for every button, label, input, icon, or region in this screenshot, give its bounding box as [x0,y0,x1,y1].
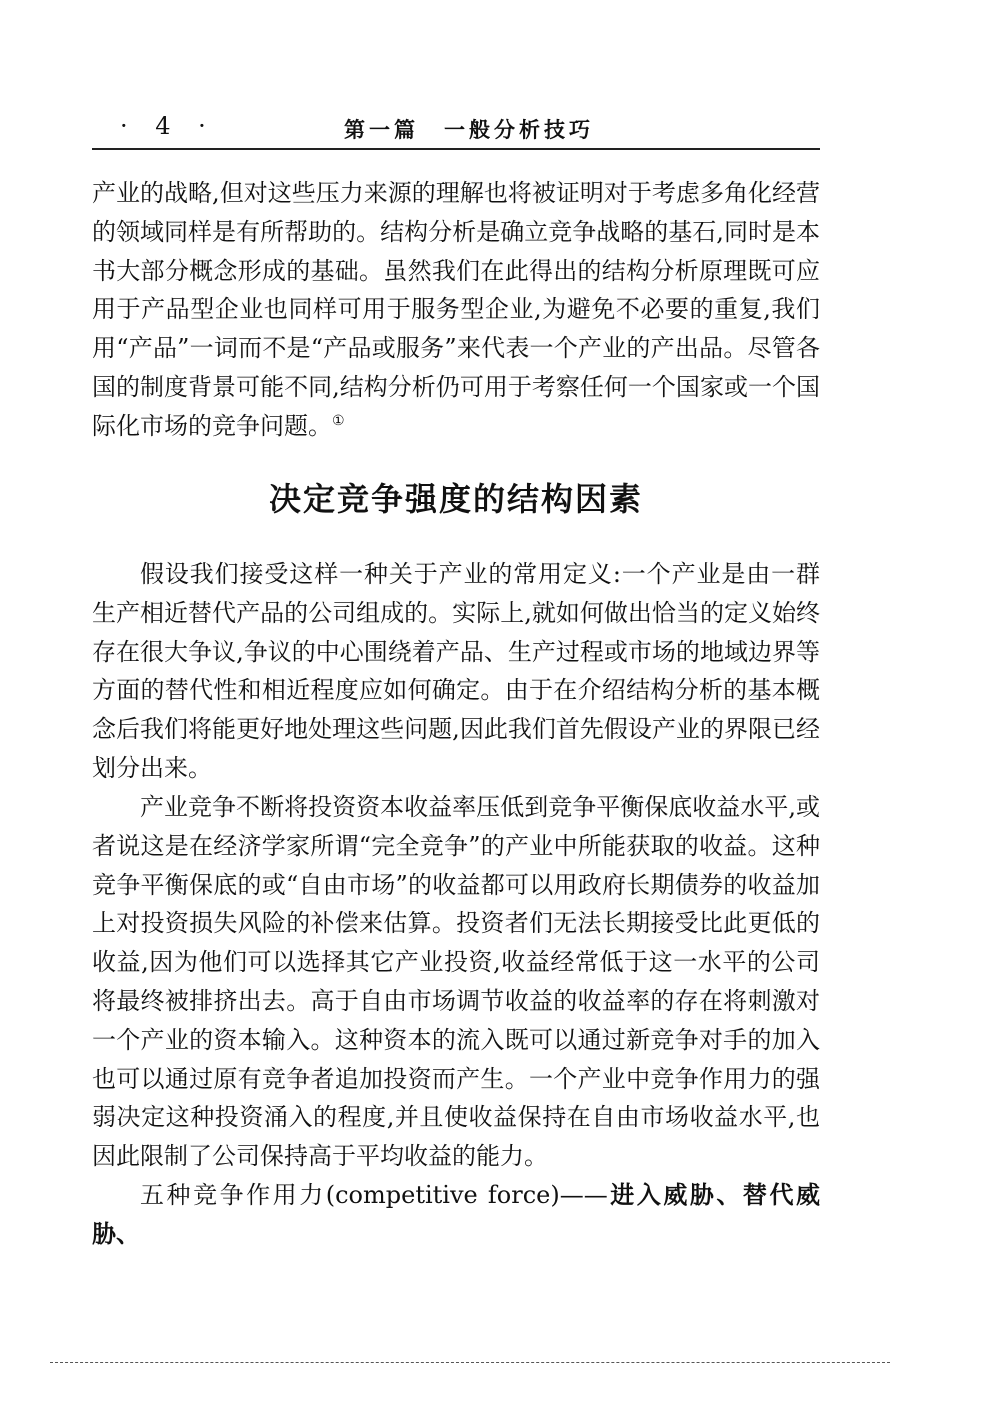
running-title: 第一篇 一般分析技巧 [344,117,594,142]
header-rule [92,148,820,150]
paragraph-continued [92,174,820,446]
paragraph-competitive-returns: 产业竞争不断将投资资本收益率压低到竞争平衡保底收益水平,或者说这是在经济学家所谓“完全竞争”的产业中所能获取的收益。这种竞争平衡保底的或“自由市场”的收益都可以用政府长期债券的收益加上对投资损失风险的补偿来估算。投资者们无法长期接受比此更低的收益,因为他们可以选择其它产业投资,收益经常低于这一水平的公司将最终被排挤出去。高于自由市场调节收益的收益率的存在将刺激对一个产业的资本输入。这种资本的流入既可以通过新竞争对手的加入也可以通过原有竞争者追加投资而产生。一个产业中竞争作用力的强弱决定这种投资涌入的程度,并且使收益保持在自由市场收益水平,也因此限制了公司保持高于平均收益的能力。 [92,793,820,1171]
paragraph-4-lead: 五种竞争作用力(competitive force)—— [140,1181,608,1209]
page-number: · 4 · [120,112,216,140]
page-bottom-rule [50,1362,890,1363]
running-header [92,108,820,148]
paragraph-4-bold-terms: 进入威胁、替代威胁、 [92,1180,821,1248]
paragraph-five-forces [92,1176,820,1254]
footnote-marker: ① [332,412,345,429]
paragraph-industry-definition: 假设我们接受这样一种关于产业的常用定义:一个产业是由一群生产相近替代产品的公司组成的。实际上,就如何做出恰当的定义始终存在很大争议,争议的中心围绕着产品、生产过程或市场的地域边界等方面的替代性和相近程度应如何确定。由于在介绍结构分析的基本概念后我们将能更好地处理这些问题,因此我们首先假设产业的界限已经划分出来。 [92,560,820,782]
section-heading: 决定竞争强度的结构因素 [268,480,643,518]
paragraph-1-text: 产业的战略,但对这些压力来源的理解也将被证明对于考虑多角化经营的领域同样是有所帮助的。结构分析是确立竞争战略的基石,同时是本书大部分概念形成的基础。虽然我们在此得出的结构分析原理既可应用于产品型企业也同样可用于服务型企业,为避免不必要的重复,我们用“产品”一词而不是“产品或服务”来代表一个产业的产出品。尽管各国的制度背景可能不同,结构分析仍可用于考察任何一个国家或一个国际化市场的竞争问题。 [92,179,820,440]
